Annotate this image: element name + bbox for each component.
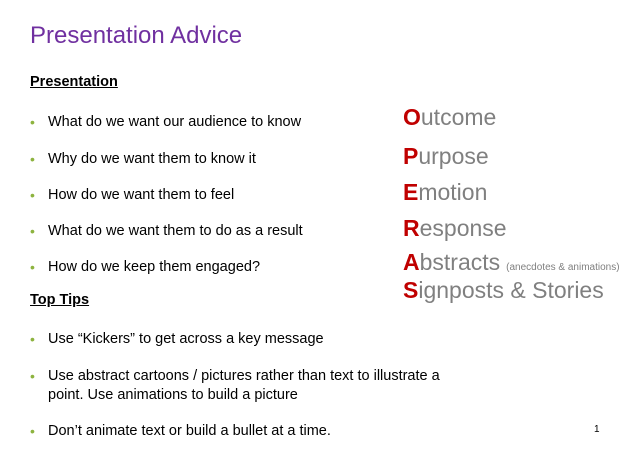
acronym-letter: O	[403, 104, 421, 130]
list-item	[30, 113, 301, 132]
acronym-response	[403, 215, 507, 242]
list-item	[30, 186, 234, 205]
bullet-text: Why do we want them to know it	[48, 151, 256, 167]
acronym-letter: E	[403, 179, 419, 205]
bullet-text: How do we keep them engaged?	[48, 259, 261, 275]
bullet-icon: •	[30, 151, 35, 167]
acronym-emotion	[403, 179, 487, 206]
acronym-letter: R	[403, 215, 420, 241]
bullet-text: What do we want them to do as a result	[48, 223, 303, 239]
acronym-letter: P	[403, 143, 419, 169]
acronym-outcome	[403, 104, 496, 131]
bullet-text: How do we want them to feel	[48, 187, 235, 203]
section-heading-presentation: Presentation	[30, 74, 118, 90]
section-heading-top-tips: Top Tips	[30, 292, 90, 308]
acronym-word: motion	[418, 179, 488, 205]
bullet-icon: •	[30, 187, 35, 203]
acronym-word: ignposts & Stories	[418, 277, 604, 303]
acronym-word: urpose	[418, 143, 489, 169]
bullet-icon: •	[30, 331, 35, 347]
bullet-icon: •	[30, 368, 35, 384]
acronym-word: utcome	[420, 104, 497, 130]
list-item	[30, 422, 331, 441]
list-item	[30, 367, 440, 405]
bullet-icon: •	[30, 114, 35, 130]
acronym-letter: A	[403, 249, 420, 275]
page-number: 1	[594, 424, 600, 435]
bullet-text: Use “Kickers” to get across a key message	[48, 331, 324, 347]
acronym-signposts	[403, 277, 604, 304]
acronym-word: bstracts	[419, 249, 501, 275]
list-item	[30, 258, 260, 277]
bullet-icon: •	[30, 423, 35, 439]
acronym-letter: S	[403, 277, 419, 303]
list-item	[30, 222, 303, 241]
acronym-purpose	[403, 143, 489, 170]
acronym-note: (anecdotes & animations)	[506, 262, 620, 273]
bullet-icon: •	[30, 259, 35, 275]
list-item	[30, 150, 256, 169]
slide-title: Presentation Advice	[30, 22, 243, 49]
acronym-abstracts	[403, 249, 620, 276]
acronym-word: esponse	[419, 215, 507, 241]
bullet-text: What do we want our audience to know	[48, 114, 302, 130]
list-item	[30, 330, 324, 349]
bullet-icon: •	[30, 223, 35, 239]
bullet-text: Use abstract cartoons / pictures rather than text to illustrate a point. Use animations to build a picture	[48, 368, 440, 403]
bullet-text: Don’t animate text or build a bullet at a time.	[48, 423, 331, 439]
